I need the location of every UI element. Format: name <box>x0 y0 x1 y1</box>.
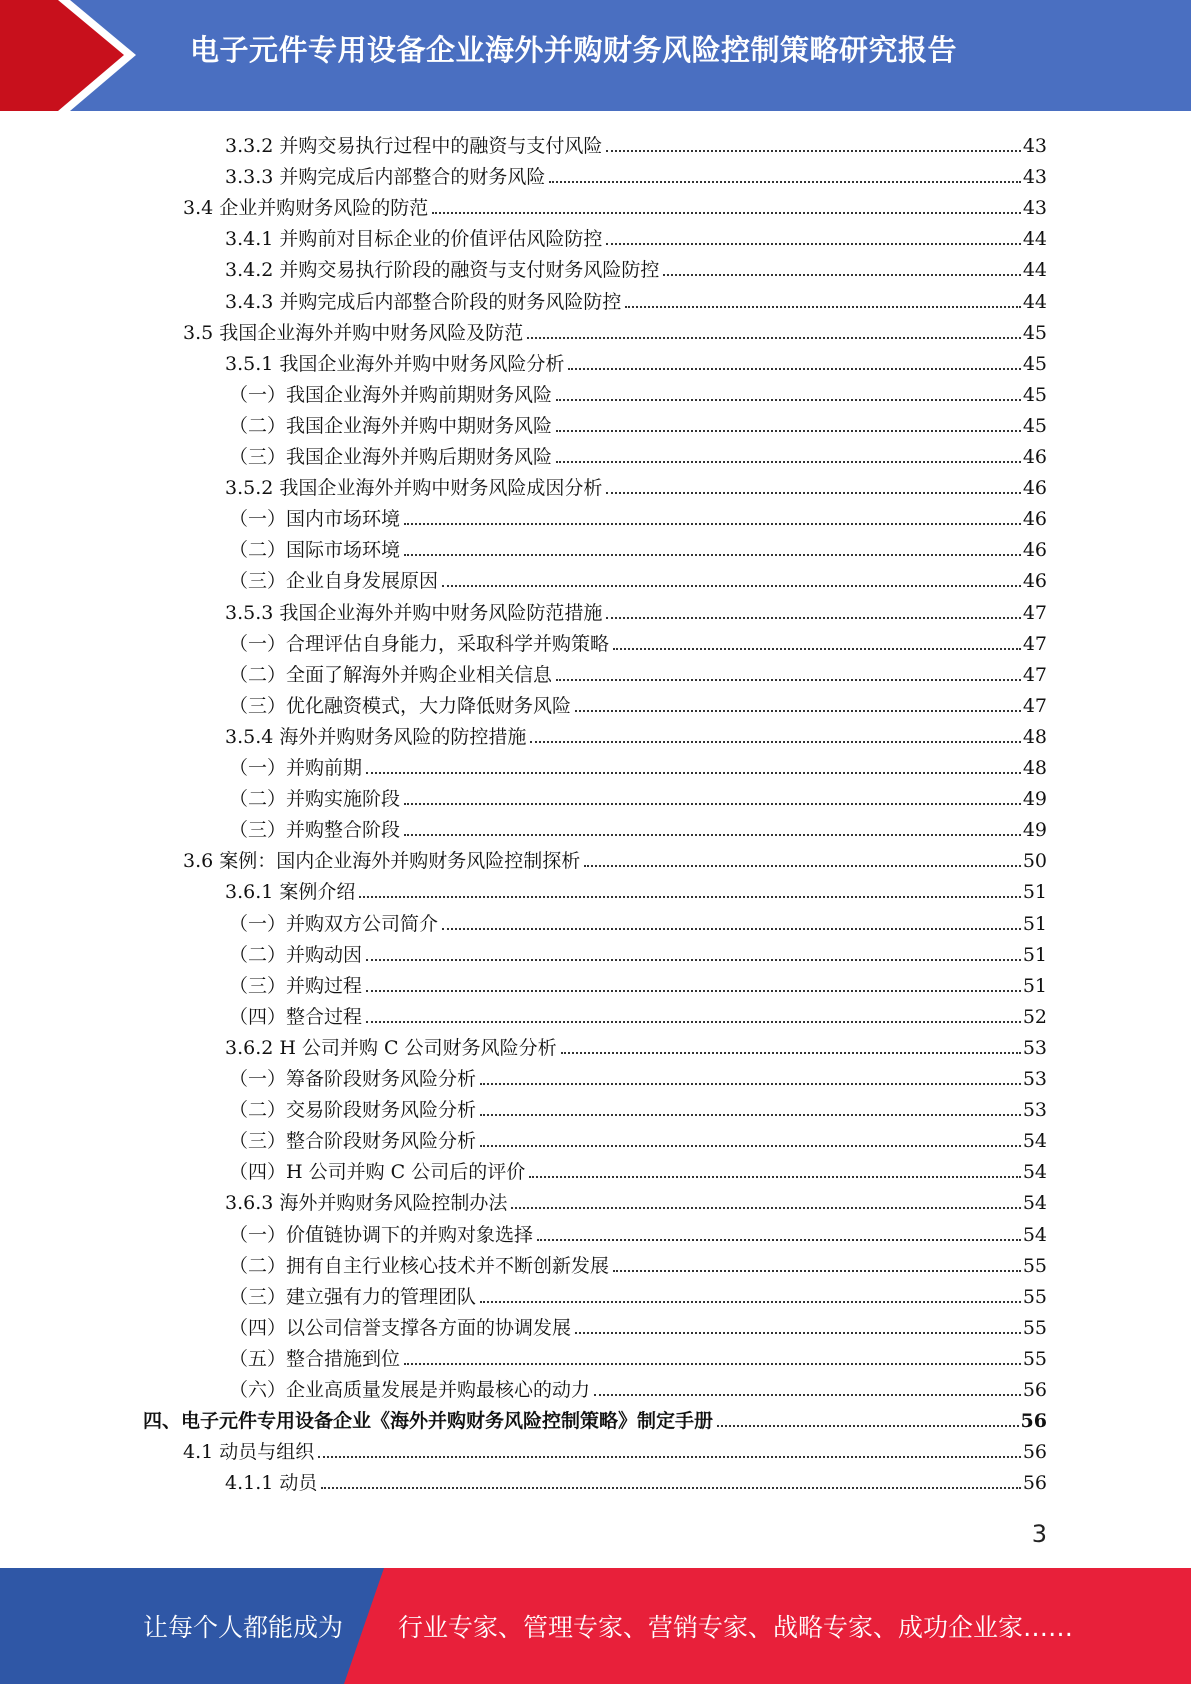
toc-dot-leader <box>556 430 1021 432</box>
toc-entry-title: （一）国内市场环境 <box>229 508 401 530</box>
toc-dot-leader <box>442 585 1021 587</box>
toc-entry-title: （一）并购双方公司简介 <box>229 913 439 935</box>
toc-dot-leader <box>606 492 1020 494</box>
toc-entry-page: 44 <box>1022 228 1047 250</box>
toc-dot-leader <box>404 1363 1021 1365</box>
toc-entry-page: 51 <box>1022 944 1047 966</box>
toc-dot-leader <box>561 1052 1021 1054</box>
toc-entry-title: （三）并购整合阶段 <box>229 819 401 841</box>
toc-entry-page: 44 <box>1022 259 1047 281</box>
toc-entry[interactable] <box>229 1247 1047 1278</box>
toc-entry-page: 51 <box>1022 881 1047 903</box>
toc-entry[interactable] <box>229 531 1047 562</box>
toc-entry-title: 3.5.1 我国企业海外并购中财务风险分析 <box>225 353 565 375</box>
toc-entry[interactable] <box>225 718 1047 749</box>
toc-entry-title: 4.1 动员与组织 <box>183 1441 315 1463</box>
toc-entry-title: 四、电子元件专用设备企业《海外并购财务风险控制策略》制定手册 <box>143 1410 714 1432</box>
toc-entry-page: 54 <box>1022 1224 1047 1246</box>
toc-entry-title: 4.1.1 动员 <box>225 1472 318 1494</box>
toc-entry-page: 56 <box>1022 1379 1047 1401</box>
toc-entry[interactable] <box>225 469 1047 500</box>
toc-entry-title: （一）合理评估自身能力，采取科学并购策略 <box>229 633 610 655</box>
toc-entry[interactable] <box>229 1153 1047 1184</box>
toc-entry[interactable] <box>143 1402 1047 1433</box>
toc-dot-leader <box>318 1456 1021 1458</box>
toc-entry-page: 51 <box>1022 975 1047 997</box>
toc-entry-title: （四）以公司信誉支撑各方面的协调发展 <box>229 1317 572 1339</box>
toc-entry-title: 3.5 我国企业海外并购中财务风险及防范 <box>183 322 524 344</box>
toc-entry[interactable] <box>225 345 1047 376</box>
report-title: 电子元件专用设备企业海外并购财务风险控制策略研究报告 <box>190 33 958 67</box>
toc-entry[interactable] <box>229 1060 1047 1091</box>
toc-entry-page: 46 <box>1022 477 1047 499</box>
toc-entry-page: 53 <box>1022 1037 1047 1059</box>
toc-entry[interactable] <box>229 407 1047 438</box>
toc-entry-page: 45 <box>1022 322 1047 344</box>
toc-dot-leader <box>321 1487 1020 1489</box>
toc-entry-title: （三）优化融资模式，大力降低财务风险 <box>229 695 572 717</box>
toc-dot-leader <box>366 772 1021 774</box>
toc-entry[interactable] <box>183 842 1047 873</box>
toc-entry[interactable] <box>229 998 1047 1029</box>
toc-entry[interactable] <box>229 562 1047 593</box>
toc-entry-page: 55 <box>1022 1286 1047 1308</box>
toc-entry-title: （三）整合阶段财务风险分析 <box>229 1130 477 1152</box>
toc-entry-title: （二）全面了解海外并购企业相关信息 <box>229 664 553 686</box>
toc-dot-leader <box>480 1145 1021 1147</box>
toc-entry[interactable] <box>225 158 1047 189</box>
toc-entry-page: 47 <box>1022 602 1047 624</box>
toc-entry-page: 51 <box>1022 913 1047 935</box>
toc-entry-page: 52 <box>1022 1006 1047 1028</box>
toc-dot-leader <box>366 1021 1021 1023</box>
toc-entry-title: 3.5.3 我国企业海外并购中财务风险防范措施 <box>225 602 603 624</box>
toc-dot-leader <box>549 181 1020 183</box>
toc-entry[interactable] <box>229 749 1047 780</box>
toc-dot-leader <box>511 1207 1020 1209</box>
toc-dot-leader <box>404 554 1021 556</box>
toc-entry-page: 43 <box>1022 166 1047 188</box>
toc-dot-leader <box>613 648 1021 650</box>
toc-entry[interactable] <box>225 1184 1047 1215</box>
toc-entry-page: 48 <box>1022 757 1047 779</box>
toc-entry-page: 54 <box>1022 1192 1047 1214</box>
toc-entry-title: （一）我国企业海外并购前期财务风险 <box>229 384 553 406</box>
toc-dot-leader <box>404 834 1021 836</box>
toc-dot-leader <box>556 399 1021 401</box>
toc-entry[interactable] <box>225 127 1047 158</box>
toc-dot-leader <box>556 461 1021 463</box>
toc-dot-leader <box>366 959 1021 961</box>
toc-entry-title: （三）建立强有力的管理团队 <box>229 1286 477 1308</box>
toc-entry[interactable] <box>225 220 1047 251</box>
toc-entry-title: （六）企业高质量发展是并购最核心的动力 <box>229 1379 591 1401</box>
toc-entry-title: 3.3.3 并购完成后内部整合的财务风险 <box>225 166 546 188</box>
toc-entry-page: 48 <box>1022 726 1047 748</box>
toc-dot-leader <box>432 212 1021 214</box>
toc-entry[interactable] <box>229 967 1047 998</box>
toc-entry[interactable] <box>229 1371 1047 1402</box>
toc-entry-page: 49 <box>1022 819 1047 841</box>
toc-entry[interactable] <box>229 656 1047 687</box>
toc-dot-leader <box>529 1176 1021 1178</box>
toc-entry-page: 46 <box>1022 539 1047 561</box>
toc-entry-title: （二）并购实施阶段 <box>229 788 401 810</box>
toc-entry[interactable] <box>229 1309 1047 1340</box>
toc-entry-title: 3.5.4 海外并购财务风险的防控措施 <box>225 726 527 748</box>
toc-entry-page: 46 <box>1022 570 1047 592</box>
toc-entry-page: 54 <box>1022 1161 1047 1183</box>
toc-entry-page: 49 <box>1022 788 1047 810</box>
toc-entry-title: 3.6 案例：国内企业海外并购财务风险控制探析 <box>183 850 581 872</box>
page-footer <box>0 1568 1191 1684</box>
toc-dot-leader <box>404 803 1021 805</box>
toc-dot-leader <box>575 710 1021 712</box>
toc-dot-leader <box>584 865 1021 867</box>
toc-dot-leader <box>442 928 1021 930</box>
toc-entry-page: 45 <box>1022 415 1047 437</box>
toc-dot-leader <box>359 896 1020 898</box>
toc-entry-title: （三）企业自身发展原因 <box>229 570 439 592</box>
toc-dot-leader <box>480 1301 1021 1303</box>
toc-entry-title: 3.6.3 海外并购财务风险控制办法 <box>225 1192 508 1214</box>
toc-dot-leader <box>663 274 1020 276</box>
toc-dot-leader <box>717 1425 1019 1427</box>
toc-entry[interactable] <box>229 936 1047 967</box>
toc-entry-title: （二）国际市场环境 <box>229 539 401 561</box>
toc-entry[interactable] <box>183 314 1047 345</box>
toc-entry[interactable] <box>229 780 1047 811</box>
toc-entry[interactable] <box>183 189 1047 220</box>
toc-dot-leader <box>530 741 1020 743</box>
toc-dot-leader <box>613 1270 1021 1272</box>
toc-dot-leader <box>527 337 1021 339</box>
toc-entry-page: 53 <box>1022 1099 1047 1121</box>
page-header <box>0 0 1191 111</box>
toc-dot-leader <box>404 523 1021 525</box>
toc-entry-page: 56 <box>1022 1472 1047 1494</box>
toc-dot-leader <box>575 1332 1021 1334</box>
toc-entry-page: 47 <box>1022 633 1047 655</box>
page-number: 3 <box>1031 1520 1047 1548</box>
footer-slogan-left: 让每个人都能成为 <box>143 1613 344 1642</box>
toc-entry-title: 3.6.1 案例介绍 <box>225 881 356 903</box>
toc-dot-leader <box>537 1239 1021 1241</box>
toc-entry[interactable] <box>229 1216 1047 1247</box>
toc-entry-page: 45 <box>1022 384 1047 406</box>
toc-entry[interactable] <box>229 905 1047 936</box>
toc-entry-title: （三）我国企业海外并购后期财务风险 <box>229 446 553 468</box>
toc-entry-title: （二）并购动因 <box>229 944 363 966</box>
toc-entry-page: 44 <box>1022 291 1047 313</box>
toc-entry[interactable] <box>225 251 1047 282</box>
toc-entry[interactable] <box>229 1091 1047 1122</box>
toc-entry-title: 3.3.2 并购交易执行过程中的融资与支付风险 <box>225 135 603 157</box>
toc-entry[interactable] <box>225 594 1047 625</box>
toc-entry-page: 56 <box>1022 1441 1047 1463</box>
toc-entry-page: 47 <box>1022 695 1047 717</box>
toc-entry-title: （二）我国企业海外并购中期财务风险 <box>229 415 553 437</box>
toc-entry[interactable] <box>229 1278 1047 1309</box>
toc-dot-leader <box>606 243 1020 245</box>
toc-entry-title: （四）H 公司并购 C 公司后的评价 <box>229 1161 526 1183</box>
toc-entry-title: 3.4.2 并购交易执行阶段的融资与支付财务风险防控 <box>225 259 660 281</box>
toc-entry[interactable] <box>229 376 1047 407</box>
toc-entry[interactable] <box>229 500 1047 531</box>
toc-entry[interactable] <box>225 1464 1047 1495</box>
toc-entry[interactable] <box>229 625 1047 656</box>
toc-entry[interactable] <box>229 1340 1047 1371</box>
toc-entry[interactable] <box>229 438 1047 469</box>
toc-entry-page: 43 <box>1022 197 1047 219</box>
toc-entry-title: （一）并购前期 <box>229 757 363 779</box>
toc-dot-leader <box>625 306 1020 308</box>
toc-entry-page: 53 <box>1022 1068 1047 1090</box>
toc-entry-title: 3.6.2 H 公司并购 C 公司财务风险分析 <box>225 1037 557 1059</box>
toc-entry[interactable] <box>225 283 1047 314</box>
toc-entry-page: 47 <box>1022 664 1047 686</box>
toc-entry[interactable] <box>183 1433 1047 1464</box>
toc-entry-page: 55 <box>1022 1255 1047 1277</box>
toc-entry-title: （一）筹备阶段财务风险分析 <box>229 1068 477 1090</box>
toc-entry[interactable] <box>229 687 1047 718</box>
toc-entry-page: 50 <box>1022 850 1047 872</box>
toc-entry-page: 45 <box>1022 353 1047 375</box>
toc-entry-title: （二）拥有自主行业核心技术并不断创新发展 <box>229 1255 610 1277</box>
toc-dot-leader <box>480 1114 1021 1116</box>
toc-entry-title: （一）价值链协调下的并购对象选择 <box>229 1224 534 1246</box>
toc-entry-page: 54 <box>1022 1130 1047 1152</box>
toc-entry[interactable] <box>225 873 1047 904</box>
toc-dot-leader <box>606 617 1020 619</box>
toc-entry-title: （四）整合过程 <box>229 1006 363 1028</box>
toc-entry-page: 43 <box>1022 135 1047 157</box>
toc-entry-title: 3.4.1 并购前对目标企业的价值评估风险防控 <box>225 228 603 250</box>
toc-entry[interactable] <box>229 811 1047 842</box>
toc-entry-title: 3.4.3 并购完成后内部整合阶段的财务风险防控 <box>225 291 622 313</box>
toc-entry-title: （三）并购过程 <box>229 975 363 997</box>
toc-dot-leader <box>480 1083 1021 1085</box>
toc-dot-leader <box>366 990 1021 992</box>
toc-entry-page: 46 <box>1022 508 1047 530</box>
toc-entry-page: 56 <box>1020 1410 1047 1432</box>
toc-entry[interactable] <box>229 1122 1047 1153</box>
toc-entry-title: （五）整合措施到位 <box>229 1348 401 1370</box>
toc-entry-title: （二）交易阶段财务风险分析 <box>229 1099 477 1121</box>
toc-entry-page: 55 <box>1022 1317 1047 1339</box>
toc-entry-page: 55 <box>1022 1348 1047 1370</box>
toc-dot-leader <box>568 368 1020 370</box>
toc-dot-leader <box>556 679 1021 681</box>
toc-entry-title: 3.5.2 我国企业海外并购中财务风险成因分析 <box>225 477 603 499</box>
toc-entry-page: 46 <box>1022 446 1047 468</box>
toc-entry[interactable] <box>225 1029 1047 1060</box>
toc-dot-leader <box>606 150 1020 152</box>
toc-entry-title: 3.4 企业并购财务风险的防范 <box>183 197 429 219</box>
footer-slogan-right: 行业专家、管理专家、营销专家、战略专家、成功企业家…… <box>398 1613 1074 1642</box>
toc-dot-leader <box>594 1394 1021 1396</box>
